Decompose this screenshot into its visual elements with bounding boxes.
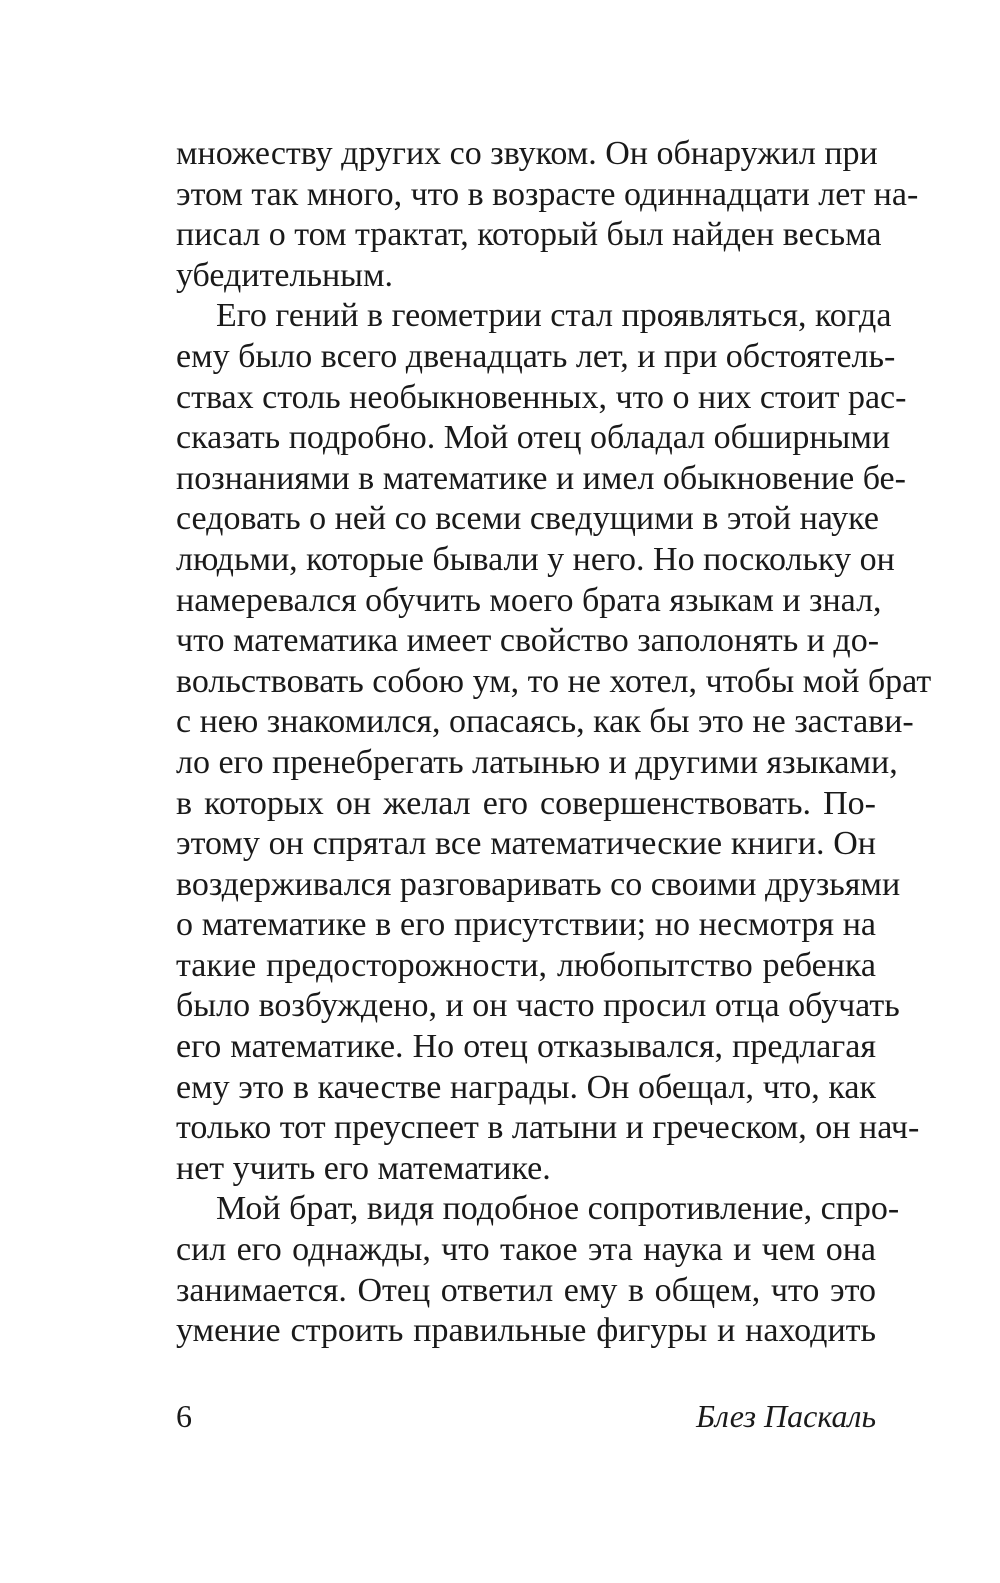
text-line: нет учить его математике. — [176, 1149, 551, 1187]
text-line: множеству других со звуком. Он обнаружил при — [176, 135, 878, 172]
page-number: 6 — [176, 1398, 192, 1434]
text-line: Мой брат, видя подобное сопротивление, спро- — [216, 1190, 900, 1228]
text-line: в которых он желал его совершенствовать. По- — [176, 784, 876, 822]
text-line: ему это в качестве награды. Он обещал, что, как — [176, 1068, 876, 1106]
text-line: людьми, которые бывали у него. Но поскольку он — [176, 540, 895, 578]
body-text — [176, 134, 932, 1352]
text-line: о математике в его присутствии; но несмотря на — [176, 906, 876, 944]
page-footer — [176, 1396, 876, 1436]
text-line: седовать о ней со всеми сведущими в этой науке — [176, 500, 879, 538]
text-line: было возбуждено, и он часто просил отца обучать — [176, 987, 900, 1025]
text-line: занимается. Отец ответил ему в общем, что это — [176, 1271, 876, 1309]
text-line: Его гений в геометрии стал проявляться, когда — [216, 297, 892, 335]
text-line: сказать подробно. Мой отец обладал обширными — [176, 419, 891, 457]
text-line: ло его пренебрегать латынью и другими языками, — [176, 743, 898, 781]
text-line: умение строить правильные фигуры и находить — [176, 1312, 876, 1350]
text-line: его математике. Но отец отказывался, предлагая — [176, 1028, 876, 1066]
text-line: этом так много, что в возрасте одиннадцати лет на- — [176, 175, 919, 213]
text-line: писал о том трактат, который был найден весьма — [176, 216, 882, 254]
text-line: познаниями в математике и имел обыкновение бе- — [176, 459, 906, 497]
text-line: ствах столь необыкновенных, что о них стоит рас- — [176, 378, 907, 416]
text-line: вольствовать собою ум, то не хотел, чтобы мой брат — [176, 662, 932, 700]
text-line: только тот преуспеет в латыни и греческом, он нач- — [176, 1109, 920, 1147]
text-line: этому он спрятал все математические книги. Он — [176, 825, 876, 863]
text-line: такие предосторожности, любопытство ребенка — [176, 946, 876, 984]
text-line: что математика имеет свойство заполонять и до- — [176, 622, 880, 660]
text-line: намеревался обучить моего брата языкам и знал, — [176, 581, 882, 619]
text-line: сил его однажды, что такое эта наука и чем она — [176, 1231, 876, 1269]
text-line: с нею знакомился, опасаясь, как бы это не застави- — [176, 703, 914, 741]
text-line: убедительным. — [176, 256, 394, 294]
text-line: ему было всего двенадцать лет, и при обстоятель- — [176, 337, 896, 375]
running-head-author: Блез Паскаль — [696, 1398, 876, 1434]
text-line: воздерживался разговаривать со своими друзьями — [176, 865, 901, 903]
